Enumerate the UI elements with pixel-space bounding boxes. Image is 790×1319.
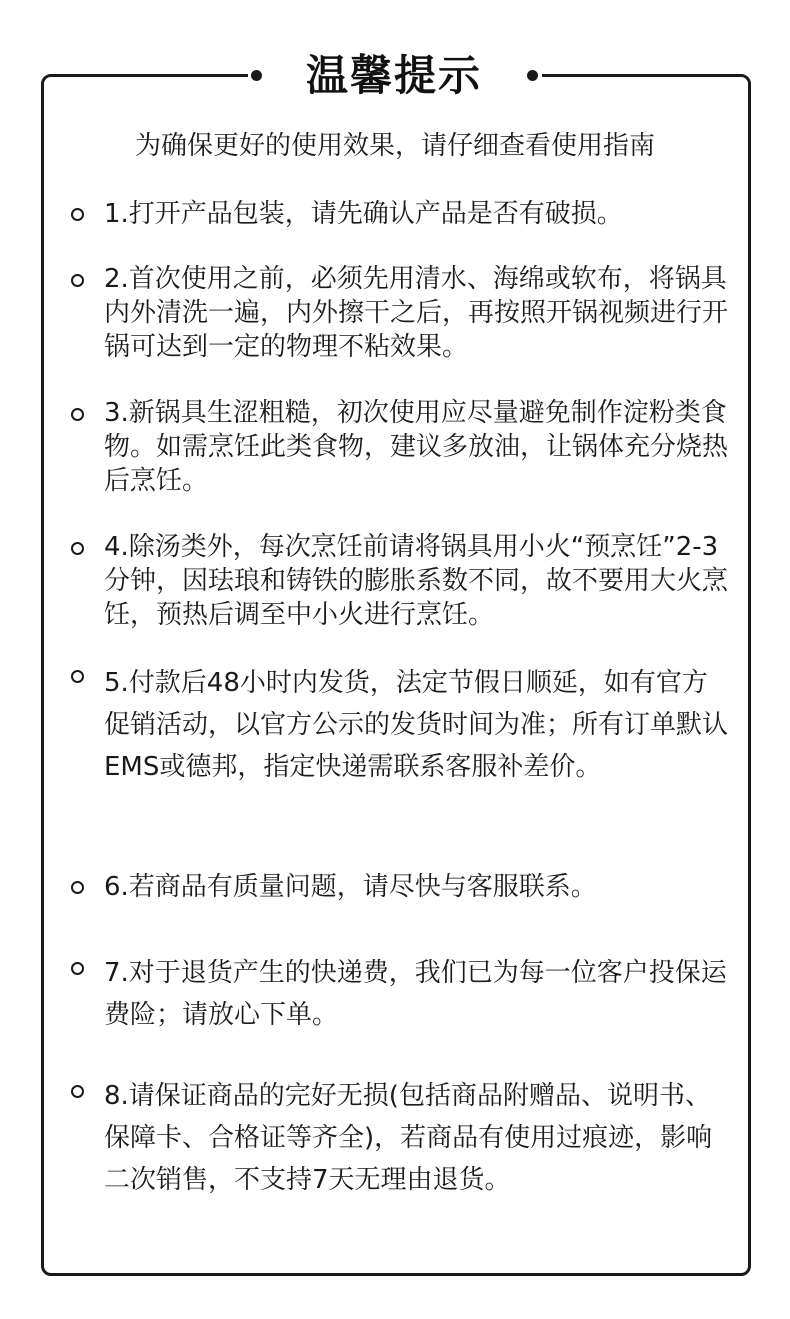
page-title: 温馨提示: [305, 51, 482, 100]
list-item-text: 2.首次使用之前，必须先用清水、海绵或软布，将锅具内外清洗一遍，内外擦干之后，再按照开锅视频进行开锅可达到一定的物理不粘效果。: [104, 264, 729, 362]
list-item-text: 3.新锅具生涩粗糙，初次使用应尽量避免制作淀粉类食物。如需烹饪此类食物，建议多放油，让锅体充分烧热后烹饪。: [104, 398, 729, 496]
list-item-text: 4.除汤类外，每次烹饪前请将锅具用小火“预烹饪”2-3分钟，因珐琅和铸铁的膨胀系数不同，故不要用大火烹饪，预热后调至中小火进行烹饪。: [104, 532, 729, 630]
list-item-text: 1.打开产品包装，请先确认产品是否有破损。: [104, 199, 623, 229]
bullet-circle-icon: [71, 962, 84, 975]
list-item-text: 5.付款后48小时内发货，法定节假日顺延，如有官方促销活动，以官方公示的发货时间为准；所有订单默认EMS或德邦，指定快递需联系客服补差价。: [104, 668, 729, 782]
bullet-circle-icon: [71, 1085, 84, 1098]
bullet-circle-icon: [71, 881, 84, 894]
bullet-circle-icon: [71, 542, 84, 555]
list-item-text: 8.请保证商品的完好无损(包括商品附赠品、说明书、保障卡、合格证等齐全)，若商品有使用过痕迹，影响二次销售，不支持7天无理由退货。: [104, 1081, 713, 1195]
subtitle: 为确保更好的使用效果，请仔细查看使用指南: [134, 131, 655, 161]
bullet-circle-icon: [71, 274, 84, 287]
title-left-dot: [251, 70, 262, 81]
bullet-circle-icon: [71, 408, 84, 421]
list-item-text: 7.对于退货产生的快递费，我们已为每一位客户投保运费险；请放心下单。: [104, 958, 727, 1030]
bullet-circle-icon: [71, 208, 84, 221]
bullet-circle-icon: [71, 670, 84, 683]
list-item-text: 6.若商品有质量问题，请尽快与客服联系。: [104, 872, 597, 902]
title-right-dot: [527, 70, 538, 81]
